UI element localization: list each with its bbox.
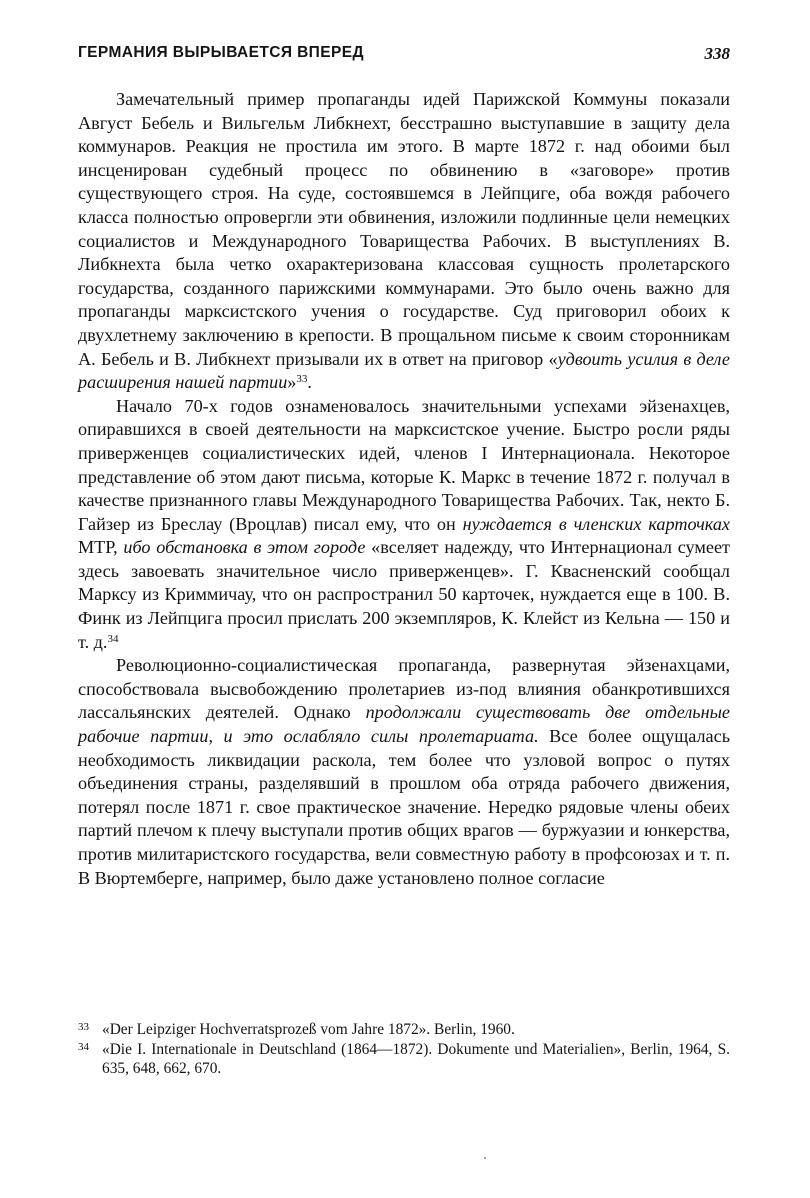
footnote-text: «Der Leipziger Hochverratsprozeß vom Jahre 1872». Berlin, 1960. [102, 1021, 515, 1038]
chapter-title: ГЕРМАНИЯ ВЫРЫВАЕТСЯ ВПЕРЕД [78, 44, 364, 61]
text-run: . [307, 372, 312, 393]
italic-run: продолжали существовать две отдельные рабочие партии, и это ослабляло силы пролетариата. [78, 702, 730, 747]
page-number: 338 [704, 44, 730, 63]
footnotes [78, 1020, 730, 1079]
running-head [78, 44, 730, 68]
text-run: Все более ощущалась необходимость ликвидации раскола, тем более что узловой вопрос о путях объединения страны, разделявший в прошлом оба отряда рабочего движения, потерял после 1871 г. свое практическое значение. Нередко рядовые члены обеих партий плечом к плечу выступали против общих врагов — буржуазии и юнкерства, против милитаристского государства, вели совместную работу в профсоюзах и т. п. В Вюртемберге, например, было даже установлено полное согласие [78, 726, 731, 888]
italic-run: ибо обстановка в этом городе [123, 537, 366, 558]
footnote-text: «Die I. Internationale in Deutschland (1864—1872). Dokumente und Materialien», Berlin, 1964, S. 635, 648, 662, 670. [102, 1040, 730, 1077]
paragraph [78, 395, 730, 655]
text-run: «вселяет надежду, что Интернационал сумеет здесь завоевать значительное число приверженцев». Г. Квасненский сообщал Марксу из Криммичау, что он распространил 50 карточек, нуждается еще в 100. В. Финк из Лейпцига просил прислать 200 экземпляров, К. Клейст из Кельна — 150 и т. д. [78, 537, 730, 652]
body-text [78, 88, 730, 890]
italic-run: удвоить усилия в деле расширения нашей партии [78, 348, 730, 393]
paragraph [78, 88, 730, 395]
text-run: » [287, 372, 297, 393]
footnote: 33 «Der Leipziger Hochverratsprozeß vom Jahre 1872». Berlin, 1960. [78, 1021, 515, 1038]
footnote-ref: 34 [107, 632, 119, 645]
italic-run: нуждается в членских карточках [462, 513, 730, 534]
footnote: 34 «Die I. Internationale in Deutschland (1864—1872). Dokumente und Materialien», Berlin, 1964, S. 635, 648, 662, 670. [78, 1040, 730, 1077]
text-run: Замечательный пример пропаганды идей Парижской Коммуны показали Август Бебель и Вильгельм Либкнехт, бесстрашно выступавшие в защиту дела коммунаров. Реакция не простила им этого. В марте 1872 г. над обоими был инсценирован судебный процесс по обвинению в «заговоре» против существующего строя. На суде, состоявшемся в Лейпциге, оба вождя рабочего класса полностью опровергли эти обвинения, изложили подлинные цели немецких социалистов и Международного Товарищества Рабочих. В выступлениях В. Либкнехта была четко охарактеризована классовая сущность пролетарского государства, созданного парижскими коммунарами. Это было очень важно для пропаганды марксистского учения о государстве. Суд приговорил обоих к двухлетнему заключению в крепости. В прощальном письме к своим сторонникам А. Бебель и В. Либкнехт призывали их в ответ на приговор « [78, 89, 730, 369]
text-run: Начало 70-х годов ознаменовалось значительными успехами эйзенахцев, опиравшихся в своей деятельности на марксистское учение. Быстро росли ряды приверженцев социалистических идей, членов I Интернационала. Некоторое представление об этом дают письма, которые К. Маркс в течение 1872 г. получал в качестве признанного главы Международного Товарищества Рабочих. Так, некто Б. Гайзер из Бреслау (Вроцлав) писал ему, что он [78, 395, 730, 534]
footnote-ref: 33 [296, 373, 308, 386]
text-run: Революционно-социалистическая пропаганда, развернутая эйзенахцами, способствовала высвобождению пролетариев из-под влияния обанкротившихся лассальянских деятелей. Однако [78, 655, 730, 723]
print-speck [484, 1157, 486, 1159]
paragraph [78, 654, 730, 890]
text-run: МТР, [78, 537, 124, 558]
